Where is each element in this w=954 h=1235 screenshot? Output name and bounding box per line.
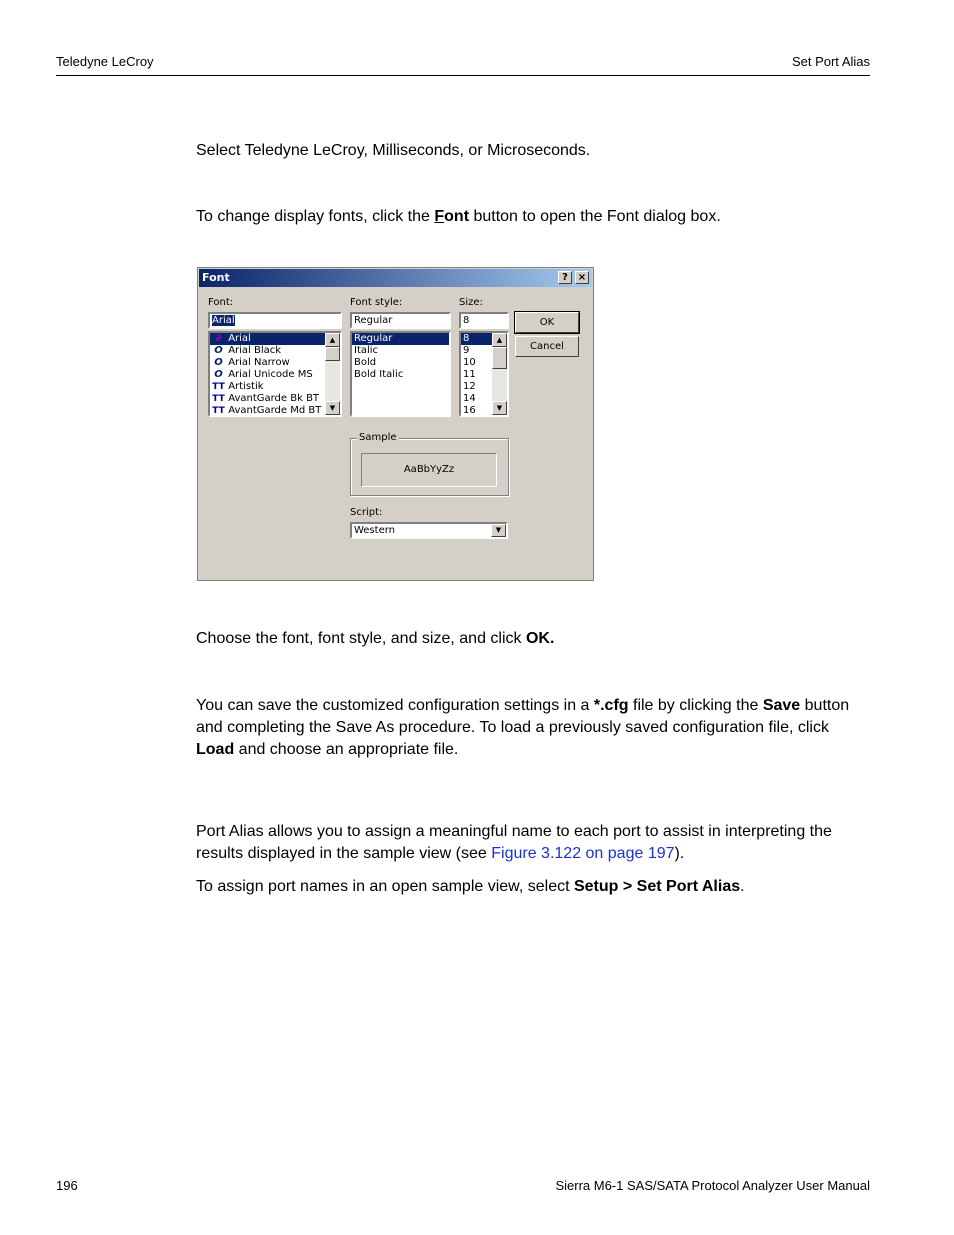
text-run: Port Alias allows you to assign a meaningful name to each port to assist in interpreting the results displayed in the sample view (see	[196, 823, 832, 862]
manual-title: Sierra M6-1 SAS/SATA Protocol Analyzer User Manual	[555, 1178, 870, 1193]
size-list-item[interactable]: 12	[463, 381, 476, 392]
close-button[interactable]: ×	[575, 271, 589, 284]
style-list-item[interactable]: Bold Italic	[354, 369, 404, 380]
paragraph-timestamp: Select Teledyne LeCroy, Milliseconds, or Microseconds.	[196, 142, 591, 159]
save-ref: Save	[762, 697, 801, 714]
font-list-item[interactable]	[210, 345, 340, 357]
opentype-icon: O	[214, 369, 223, 380]
font-list-scrollbar[interactable]	[325, 333, 340, 415]
dialog-titlebar	[199, 269, 592, 287]
style-input[interactable]: Regular	[350, 312, 451, 329]
ok-ref: OK.	[525, 630, 555, 647]
script-select[interactable]	[350, 522, 508, 539]
page-header-right: Set Port Alias	[791, 54, 870, 69]
font-list-item[interactable]	[210, 405, 340, 417]
scroll-up-icon[interactable]: ▲	[492, 333, 507, 347]
style-label: Font style:	[350, 297, 403, 308]
font-input-value: Arial	[212, 315, 235, 326]
font-name: AvantGarde Md BT	[228, 405, 322, 416]
menu-separator: >	[618, 878, 637, 895]
font-name: Arial	[228, 333, 251, 344]
paragraph-font	[196, 206, 866, 228]
font-input[interactable]	[208, 312, 342, 329]
text-run: file by clicking the	[628, 697, 763, 714]
text-run: Choose the font, font style, and size, and click	[196, 630, 526, 647]
opentype-icon: O	[214, 345, 223, 356]
font-button-ref	[434, 208, 469, 225]
font-list-item[interactable]	[210, 357, 340, 369]
text-run: button to open the Font dialog box.	[469, 208, 721, 225]
text-run: You can save the customized configuration settings in a	[196, 697, 594, 714]
text-run: To change display fonts, click the	[196, 208, 435, 225]
chevron-down-icon[interactable]: ▼	[491, 524, 506, 537]
script-value: Western	[354, 525, 396, 536]
font-list-item[interactable]	[210, 369, 340, 381]
scroll-thumb[interactable]	[325, 347, 340, 361]
sample-group	[350, 432, 509, 496]
load-ref: Load	[196, 741, 235, 758]
paragraph-save	[196, 695, 866, 761]
style-list-item[interactable]: Bold	[354, 357, 377, 368]
font-dialog	[197, 267, 594, 581]
size-list-item[interactable]: 8	[461, 333, 492, 345]
font-name: AvantGarde Bk BT	[228, 393, 320, 404]
font-label: Font:	[208, 297, 234, 308]
font-list-item[interactable]	[210, 381, 340, 393]
paragraph-port-alias	[196, 821, 866, 865]
set-port-alias-ref: Set Port Alias	[636, 878, 741, 895]
scroll-down-icon[interactable]: ▼	[325, 401, 340, 415]
help-button[interactable]: ?	[558, 271, 572, 284]
page-number: 196	[56, 1178, 78, 1193]
size-list-item[interactable]: 10	[463, 357, 476, 368]
text-run: and choose an appropriate file.	[234, 741, 459, 758]
accelerator-letter: F	[434, 208, 445, 225]
font-list-item[interactable]	[210, 333, 340, 345]
font-name: Arial Unicode MS	[228, 369, 313, 380]
style-list-item[interactable]: Italic	[354, 345, 379, 356]
setup-ref: Setup	[573, 878, 619, 895]
truetype-icon: TT	[212, 406, 225, 416]
scroll-up-icon[interactable]: ▲	[325, 333, 340, 347]
size-list-item[interactable]: 11	[463, 369, 476, 380]
style-list-item[interactable]: Regular	[352, 333, 449, 345]
figure-link[interactable]: Figure 3.122 on page 197	[491, 845, 675, 862]
size-label: Size:	[459, 297, 483, 308]
ok-button[interactable]: OK	[515, 312, 579, 333]
font-name: Arial Black	[228, 345, 282, 356]
size-list[interactable]	[459, 331, 509, 417]
font-list[interactable]	[208, 331, 342, 417]
size-input[interactable]: 8	[459, 312, 509, 329]
page-header-left: Teledyne LeCroy	[56, 54, 154, 69]
size-list-item[interactable]: 16	[463, 405, 476, 416]
font-name: Arial Narrow	[228, 357, 290, 368]
text-run: To assign port names in an open sample view, select	[196, 878, 574, 895]
paragraph-choose	[196, 628, 866, 650]
text-run: ).	[674, 845, 685, 862]
header-rule	[56, 75, 870, 76]
text-run: button and completing the Save As procedure. To load a previously saved configuration file, click	[196, 697, 850, 736]
dialog-title: Font	[202, 271, 230, 284]
font-name: Artistik	[228, 381, 264, 392]
size-list-item[interactable]: 14	[463, 393, 476, 404]
script-label: Script:	[350, 507, 383, 518]
text-run: ont	[444, 208, 470, 225]
cfg-ref: *.cfg	[593, 697, 629, 714]
sample-preview: AaBbYyZz	[361, 453, 497, 487]
text-run: .	[740, 878, 745, 895]
style-list[interactable]	[350, 331, 451, 417]
scroll-thumb[interactable]	[492, 347, 507, 369]
font-list-item[interactable]	[210, 393, 340, 405]
size-list-scrollbar[interactable]	[492, 333, 507, 415]
opentype-icon: O	[214, 357, 223, 368]
opentype-icon: ∂	[215, 333, 222, 344]
paragraph-assign	[196, 876, 866, 898]
scroll-down-icon[interactable]: ▼	[492, 401, 507, 415]
sample-label: Sample	[359, 432, 397, 443]
truetype-icon: TT	[212, 394, 225, 404]
cancel-button[interactable]: Cancel	[515, 336, 579, 357]
size-list-item[interactable]: 9	[463, 345, 470, 356]
truetype-icon: TT	[212, 382, 225, 392]
